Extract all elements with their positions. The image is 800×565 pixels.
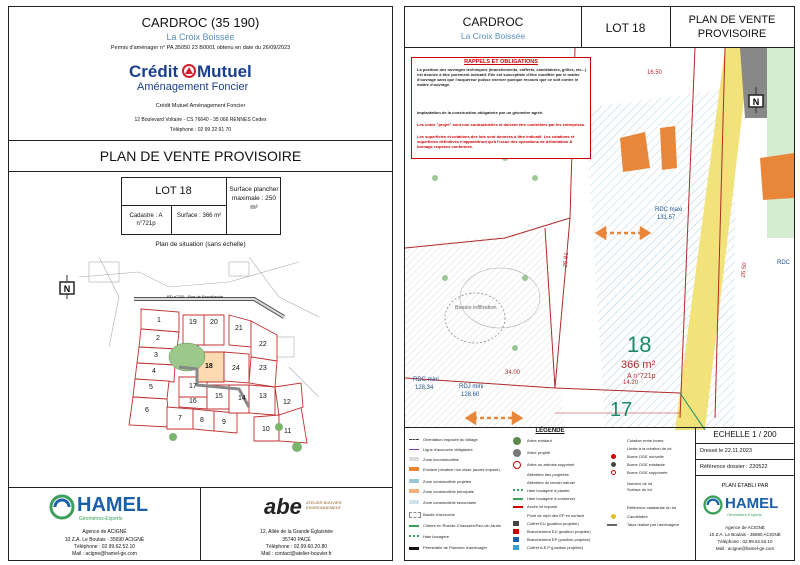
hamel-agence-left: Agence de ACIGNÉ <box>82 529 127 535</box>
surface-plancher: Surface plancher maximale : 250 m² <box>229 186 279 211</box>
lot-label-left: LOT 18 <box>155 185 192 197</box>
right-lot-label: LOT 18 <box>605 21 646 35</box>
left-sheet <box>8 6 393 561</box>
legend-mid-7: Accès lot imposé <box>527 504 558 509</box>
rappel-2: Implantation de la construction obligatoire par un géomètre agréé. <box>417 110 544 115</box>
map-lot-16: 16 <box>189 398 197 405</box>
hamel-mail-left: Mail : acigne@hamel-ge.com <box>72 551 137 557</box>
hamel-name-left: HAMEL <box>77 494 149 516</box>
left-project-title: CARDROC (35 190) <box>141 15 260 30</box>
legend-title: LÉGENDE <box>535 428 565 434</box>
brand-line1-left: Crédit <box>129 62 179 81</box>
legend-right-8: Candélabre <box>627 514 648 519</box>
legend-left-2: Zone inconstructible <box>423 457 459 462</box>
dim-right: 26.50 <box>740 262 749 278</box>
brand-mark-icon <box>182 64 196 78</box>
surface-cell: Surface : 366 m² <box>176 213 222 219</box>
map-lot-6: 6 <box>145 407 149 414</box>
abe-mail: Mail : contact@atelier-bouvier.fr <box>261 551 332 557</box>
legend-mid-2: Arbre ou arbuste supprimé <box>527 462 575 467</box>
legend-mid-0: Arbre existant <box>527 438 552 443</box>
rappel-1: La position des ouvrages techniques (branchements, coffrets, candélabres, grilles, etc...) est donnée à titre purement indicatif. Elle est susceptible d'être modifiée par le maître d'ouvrage sans que l'acquéreur puisse exercer quelque recours que ce soit contre le maître d'ouvrage. <box>417 67 587 87</box>
rdj-mini-label: RDJ mini <box>459 384 484 390</box>
hamel-phone-right: Téléphone : 02.99.62.52.10 <box>717 539 773 544</box>
legend-left-3: Enclave privative non close (accès imposé) <box>423 467 500 472</box>
abe-logo <box>264 494 344 524</box>
legend-left-1: Ligne d'accroche obligatoire <box>423 447 473 452</box>
plan-etabli-label: PLAN ÉTABLI PAR <box>721 483 769 489</box>
dim-left: 25.81 <box>562 252 571 268</box>
rdc-mini-value: 128.34 <box>415 385 434 391</box>
hamel-phone-left: Téléphone : 02.99.62.52.10 <box>73 544 136 550</box>
legend-mid-3: Altimétrie des projetées <box>527 472 569 477</box>
title-divider <box>9 171 392 172</box>
map-lot-12: 12 <box>283 399 291 406</box>
rdc-maxi-label: RDC maxi <box>655 207 683 213</box>
map-lot-21: 21 <box>235 325 243 332</box>
svg-text:N: N <box>752 97 760 107</box>
legend-right-9: Talus réalisé par l'aménageur <box>627 522 680 527</box>
lot-number-big: 18 <box>627 332 652 357</box>
legend-mid-11: Branchement EP (position projetée) <box>527 537 591 542</box>
map-lot-10: 10 <box>262 426 270 433</box>
right-sheet <box>404 6 795 561</box>
map-lot-24: 24 <box>232 365 240 372</box>
plan-title-left: PLAN DE VENTE PROVISOIRE <box>99 148 302 164</box>
legend-left-9: Haie bocagère <box>423 534 450 539</box>
map-lot-4: 4 <box>152 368 156 375</box>
right-subtitle: La Croix Boissée <box>460 31 526 41</box>
legend-mid-5: Haie bocagère à planter <box>527 488 570 493</box>
legend-col-right <box>605 437 695 557</box>
scale-label: ECHELLE 1 / 200 <box>713 430 777 439</box>
tree-removed-icon <box>513 461 521 469</box>
legend-right-1: Limite à la création de lot <box>627 446 672 451</box>
map-lot-23: 23 <box>259 365 267 372</box>
abe-city: 35740 PACÉ <box>282 537 311 543</box>
company-address: 12 Boulevard Voltaire - CS 76640 - 35 066 RENNES Cedex <box>134 117 267 123</box>
legend-col-mid <box>513 437 603 557</box>
rdc-right-label: RDC <box>777 260 790 266</box>
dim-bottom-a: 34.00 <box>505 370 521 376</box>
left-subtitle: La Croix Boissée <box>166 32 235 42</box>
legend-right-0: Cotation entre borne <box>627 438 664 443</box>
map-lot-2: 2 <box>156 335 160 342</box>
legend-right-5: Numéro de lot <box>627 481 653 486</box>
legend-mid-10: Branchement EU (position projetée) <box>527 529 591 534</box>
lot-number-labels <box>79 257 319 455</box>
rdc-mini-label: RDC mini <box>413 377 439 383</box>
legend-mid-8: Point de rejet des EP en surface <box>527 513 585 518</box>
company-phone: Téléphone : 02 99 22 91 70 <box>169 127 232 133</box>
map-lot-15: 15 <box>215 393 223 400</box>
map-lot-8: 8 <box>200 417 204 424</box>
legend-right-3: Borne OGE existante <box>627 462 665 467</box>
legend-left-10: Perméable de Plancher d'aménager <box>423 545 487 550</box>
map-lot-22: 22 <box>259 341 267 348</box>
hamel-sub-left: Géomètres-Experts <box>79 516 123 522</box>
hamel-address-left: 10 Z.A. Le Boulais - 35690 ACIGNÉ <box>64 537 145 543</box>
next-lot-number: 17 <box>610 399 633 421</box>
right-project-title: CARDROC <box>462 15 524 29</box>
credit-mutuel-logo <box>129 62 289 94</box>
permit-text: Permis d'aménager n° PA 35050 23 B0001 obtenu en date du 26/09/2023 <box>110 45 291 51</box>
map-lot-9: 9 <box>222 419 226 426</box>
company-name: Crédit Mutuel Aménagement Foncier <box>155 103 246 109</box>
brand-line2: Aménagement Foncier <box>137 81 249 93</box>
rdj-mini-value: 128.60 <box>461 392 480 398</box>
legend-mid-12: Coffret A.E.P (position projetée) <box>527 545 584 550</box>
brand-line1-right: Mutuel <box>197 62 252 81</box>
abe-logo-caption: ATELIER BOUVIER ENVIRONNEMENT <box>306 500 342 510</box>
map-lot-3: 3 <box>154 352 158 359</box>
legend-mid-1: Arbre projeté <box>527 450 551 455</box>
hamel-name-right: HAMEL <box>725 495 779 512</box>
right-plan-title: PLAN DE VENTE PROVISOIRE <box>688 14 776 40</box>
lot-surface-big: 366 m² <box>621 359 656 371</box>
map-lot-7: 7 <box>178 415 182 422</box>
map-lot-14: 14 <box>238 395 246 402</box>
map-lot-19: 19 <box>189 319 197 326</box>
legend-right-6: Surface du lot <box>627 487 652 492</box>
dim-top: 16.50 <box>647 70 663 76</box>
legend-right-2: Borne OGE nouvelle <box>627 454 664 459</box>
north-arrow-icon <box>57 275 77 299</box>
lot-cadastre-right: A n°721p <box>627 373 656 380</box>
hamel-logo-right <box>703 495 793 521</box>
abe-address: 12, Allée de la Grande Églaisnée <box>260 529 333 535</box>
legend-left-7: Bande d'accroche <box>423 512 455 517</box>
rappel-4: Les superficies et cotations des lots sont données à titre indicatif. Les cotations et superficies définitives n'apparaîtront qu'à l'issue des opérations de délimitation & bornage requises conformes. <box>417 134 575 149</box>
candelabre-icon <box>611 514 616 519</box>
rappel-3: Les cotes "projet" sont non contractuelles et doivent être contrôlées par les entreprises. <box>417 122 586 127</box>
hamel-sub-right: Géomètres-Experts <box>727 512 762 517</box>
legend-left-0: Orientation imposée du faîtage <box>423 437 478 442</box>
legend-right-4: Borne OGE supprimée <box>627 470 668 475</box>
svg-text:N: N <box>63 284 71 294</box>
legend-left-5: Zone constructible principale <box>423 489 474 494</box>
legend-left-4: Zone constructible projetée <box>423 479 472 484</box>
map-lot-20: 20 <box>210 319 218 326</box>
map-lot-1: 1 <box>157 317 161 324</box>
map-road-label: RD n°220 - Rue de Brocéliande <box>167 294 224 299</box>
abe-logo-text: abe <box>264 494 302 519</box>
situation-caption: Plan de situation (sans échelle) <box>155 241 246 248</box>
map-lot-17: 17 <box>189 383 197 390</box>
legend-mid-6: Haie bocagère à conserver <box>527 496 576 501</box>
legend-left-6: Zone constructible secondaire <box>423 500 477 505</box>
hamel-emblem-right-icon <box>703 495 723 515</box>
legend-mid-4: Altimétrie du terrain naturel <box>527 480 576 485</box>
north-arrow-right-icon <box>746 87 766 113</box>
map-lot-18: 18 <box>205 363 213 370</box>
hamel-agence-right: Agence de ACIGNÉ <box>725 525 765 530</box>
hamel-mail-right: Mail : acigne@hamel-ge.com <box>715 546 775 551</box>
rdc-maxi-value: 131.57 <box>657 215 676 221</box>
hamel-logo-left <box>49 494 169 524</box>
legend-col-left <box>409 437 509 557</box>
tree-existing-icon <box>513 437 521 445</box>
map-lot-5: 5 <box>149 384 153 391</box>
map-lot-11: 11 <box>284 428 292 435</box>
dim-bottom-b: 14.20 <box>623 380 639 386</box>
rappels-title: RAPPELS ET OBLIGATIONS <box>464 59 538 65</box>
legend-right-7: Référence cadastrale du lot <box>627 505 676 510</box>
date-label: Dressé le 22.11.2023 <box>700 448 752 454</box>
abe-phone: Téléphone : 02.99.60.20.80 <box>265 544 328 550</box>
bassin-label: Bassin infiltration <box>455 305 497 311</box>
tree-projected-icon <box>513 449 521 457</box>
map-lot-13: 13 <box>259 393 267 400</box>
legend-mid-9: Coffret EU (position projetée) <box>527 521 579 526</box>
dossier-ref: Référence dossier : 220522 <box>700 464 768 470</box>
cadastre-cell: Cadastre : A n°721p <box>129 213 163 227</box>
hamel-emblem-icon <box>49 494 75 520</box>
legend-left-8: Clôture en Rue/de-Chaussée/Rez-de-Jardin <box>423 523 502 528</box>
hamel-address-right: 10 Z.A. Le Boulais - 35690 ACIGNÉ <box>709 532 781 537</box>
